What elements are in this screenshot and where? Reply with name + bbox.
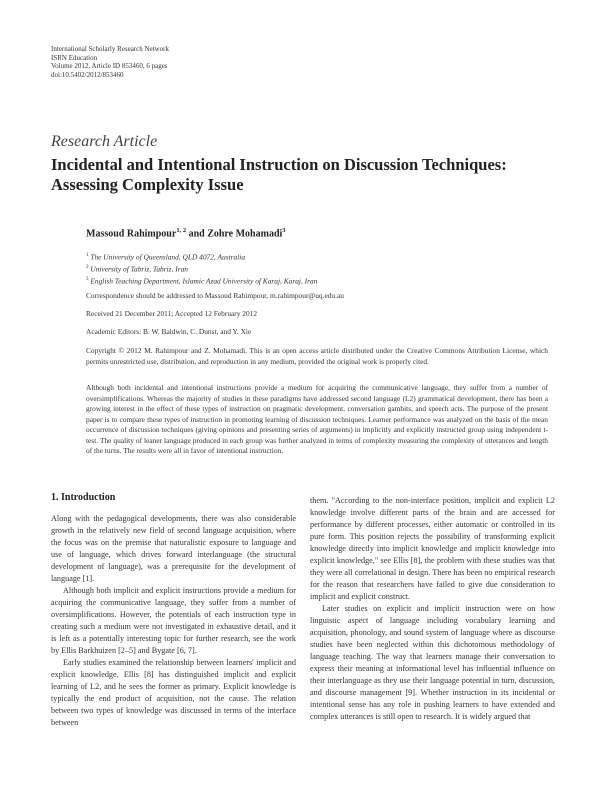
- body-paragraph: Later studies on explicit and implicit instruction were on how linguistic aspect of language including vocabulary learning and acquisition, phonology, and sound system of language where as discourse studies have been neglected within this dichotomous methodology of language teaching. The way that learners manage their conversation to express their meaning at informational level has influential influence on their interlanguage as they use their language potential in turn, discussion, and discourse management [9]. Whether instruction in its incidental or intentional sense has any role in pushing learners to have extended and complex utterances is still open to research. It is widely argued that: [310, 604, 555, 721]
- correspondence-line: Correspondence should be addressed to Massoud Rahimpour, m.rahimpour@uq.edu.au: [86, 291, 344, 300]
- body-paragraph: Although both implicit and explicit instructions provide a medium for acquiring the communicative language, they suffer from a number of oversimplifications. However, the potentials of each instruction type in creating such a medium were not investigated in exhaustive detail, and it is left as a potentially interesting topic for further research, see the work by Ellis Barkhuizen [2–5] and Bygate [6, 7].: [51, 586, 296, 655]
- affiliation-2-number: 2: [86, 264, 89, 270]
- affiliation-3-text: English Teaching Department, Islamic Azad University of Karaj, Karaj, Iran: [90, 276, 318, 286]
- journal-doi: doi:10.5402/2012/853460: [51, 70, 124, 79]
- journal-network: International Scholarly Research Network: [51, 45, 169, 53]
- author-list: [86, 227, 286, 239]
- author-2-name: Zohre Mohamadi: [207, 228, 283, 240]
- affiliation-list: [86, 251, 317, 287]
- affiliation-2-text: University of Tabriz, Tabriz, Iran: [90, 264, 188, 274]
- affiliation-1-number: 1: [86, 253, 89, 258]
- journal-info: [51, 45, 169, 79]
- paper-title-line-1: Incidental and Intentional Instruction on Discussion Techniques:: [51, 155, 507, 174]
- affiliation-2: [86, 263, 317, 275]
- abstract: Although both incidental and intentional instructions provide a medium for acquiring the communicative language, they suffer from a number of oversimplifications. Whereas the majority of studies in these paradigms have addressed second language (L2) grammatical development, there has been a growing interest in the effect of these types of instruction on pragmatic development, conversation gambits, and speech acts. The purpose of the present paper is to compare these types of instruction in promoting learning of discussion techniques. Learner performance was analyzed on the basis of the mean occurrence of discussion techniques (giving opinions and presenting series of arguments) in implicitly and explicitly instructed group using independent t-test. The quality of leaner language produced in each group was further analyzed in terms of complexity measuring the complexity of utterances and length of the turns. The results were all in favor of intentional instruction.: [86, 383, 548, 455]
- body-paragraph: Early studies examined the relationship between learners' implicit and explicit knowledge. Ellis [8] has distinguished implicit and explicit learning of L2, and he sees the former as primary. Explicit knowledge is typically the end product of acquisition, not the cause. The relation between two types of knowledge was discussed in terms of the interface between: [51, 658, 296, 727]
- body-paragraph: them. "According to the non-interface position, implicit and explicit L2 knowledge involve different parts of the brain and are accessed for performance by different processes, either automatic or controlled in its pure form. This position rejects the possibility of transforming explicit knowledge directly into implicit knowledge and implicit knowledge into explicit knowledge," see Ellis [8], the problem with these studies was that they were all correlational in design. There has been no empirical research for the reason that researchers have failed to give due consideration to implicit and explicit construct.: [310, 496, 555, 601]
- copyright-notice: Copyright © 2012 M. Rahimpour and Z. Mohamadi. This is an open access article distributed under the Creative Commons Attribution License, which permits unrestricted use, distribution, and reproduction in any medium, provided the original work is properly cited.: [86, 346, 548, 366]
- affiliation-1-text: The University of Queensland, QLD 4072, Australia: [90, 252, 246, 262]
- paper-title-line-2: Assessing Complexity Issue: [51, 175, 244, 194]
- affiliation-1: [86, 251, 317, 263]
- body-column-left: [51, 513, 296, 729]
- body-paragraph: Along with the pedagogical developments, there was also considerable growth in the relatively new field of second language acquisition, where the focus was on the premise that naturalistic exposure to language and use of language, which drives forward interlanguage (the structural development of language), was a prerequisite for the development of language [1].: [51, 514, 296, 583]
- dates-line: Received 21 December 2011; Accepted 12 February 2012: [86, 309, 258, 318]
- affiliation-3: [86, 275, 317, 287]
- author-1-name: Massoud Rahimpour: [86, 228, 177, 240]
- section-heading-introduction: 1. Introduction: [51, 492, 116, 503]
- author-2-affiliation-marker: 3: [282, 227, 286, 234]
- body-column-right: [310, 495, 555, 723]
- author-1-affiliation-marker: 1, 2: [176, 227, 187, 234]
- journal-volume: Volume 2012, Article ID 853460, 6 pages: [51, 62, 168, 71]
- editors-line: Academic Editors: B. W. Baldwin, C. Dunst, and Y. Xie: [86, 327, 252, 336]
- paper-title: [51, 155, 571, 195]
- affiliation-3-number: 3: [86, 276, 89, 282]
- journal-name: ISRN Education: [51, 53, 98, 62]
- article-type: Research Article: [51, 133, 158, 150]
- author-connector: and: [188, 228, 205, 240]
